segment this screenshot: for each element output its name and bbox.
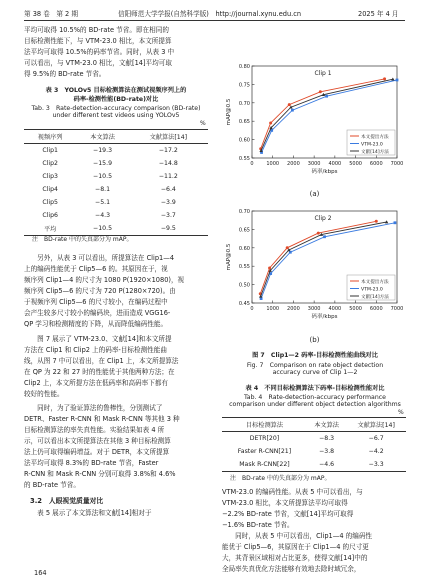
legend-label: VTM-23.0 <box>361 287 383 293</box>
figure7-caption-en-2: accuracy curve of Clip 1—2 <box>272 369 358 376</box>
x-tick-label: 7000 <box>390 161 404 167</box>
figure7-caption-en-1: Fig. 7 Comparison on rate object detection <box>246 362 384 369</box>
table-row <box>222 458 406 472</box>
table-cell: −5.1 <box>95 199 111 206</box>
data-point <box>396 79 399 82</box>
table-header-cell: 本文算法 <box>307 418 346 432</box>
paragraph-vtm-compare <box>222 487 406 531</box>
y-tick-label: 0.50 <box>238 282 250 289</box>
text-line: 表 5 展示了本文算法和文献[14]相对于 <box>24 509 152 517</box>
data-point <box>383 77 386 80</box>
table3-note: 注 BD-rate 中的失真部分为 mAP。 <box>32 236 133 243</box>
text-line: 得 9.5%的 BD-rate 节省。 <box>24 70 106 78</box>
table-row <box>24 196 208 209</box>
table-cell: −6.4 <box>160 186 176 193</box>
x-tick-label: 4000 <box>328 306 342 312</box>
x-tick-label: 5000 <box>349 306 362 312</box>
table-cell: −10.5 <box>93 173 113 180</box>
text-line: 的 BD-rate 节省。 <box>24 481 80 489</box>
data-point <box>323 235 326 238</box>
y-tick-label: 0.55 <box>238 156 250 162</box>
y-tick-label: 0.65 <box>238 227 250 234</box>
table-row <box>24 183 208 196</box>
chart-title: Clip 1 <box>314 70 332 77</box>
table-cell: Clip3 <box>42 173 58 180</box>
paragraph-clip-size <box>24 253 208 330</box>
text-line: 会产生较多尺寸较小的编码块，进而造成 VGG16- <box>24 309 171 317</box>
table-cell: −9.5 <box>129 222 208 236</box>
data-point <box>391 77 394 80</box>
header-rule <box>24 20 405 21</box>
table3-title-cn-2: 码率-检测性能(BD-rate)对比 <box>73 96 159 103</box>
data-point <box>375 220 378 223</box>
text-line: 同时，从表 5 中可以看出，Clip1—4 的编码性 <box>222 532 373 540</box>
table-header-cell: 本文算法 <box>76 130 128 144</box>
paragraph-robustness <box>24 403 208 491</box>
x-tick-label: 1000 <box>266 306 280 312</box>
text-line: QP 学习和检测精度的下降，从而降低编码性能。 <box>24 320 168 328</box>
table4-title-cn: 表 4 不同目标检测算法下码率-目标检测性能对比 <box>245 385 385 392</box>
table-cell: −6.7 <box>368 435 384 442</box>
chart-clip1 <box>222 58 407 188</box>
table-cell: −3.7 <box>160 212 176 219</box>
table-cell: −14.8 <box>158 160 178 167</box>
text-line: 能优于 Clip5—6，其原因在于 Clip1—4 的尺寸更 <box>222 543 369 551</box>
header-date: 2025 年 4 月 <box>358 10 399 18</box>
text-line: 法平均可取得 10.5%的码率节省。同时，从表 3 中 <box>24 48 175 56</box>
table-cell: −17.2 <box>158 147 178 154</box>
table-cell: Mask R-CNN[22] <box>222 458 307 472</box>
table4-note: 注 BD-rate 中的失真部分为 mAP。 <box>230 475 331 482</box>
table-row <box>24 144 208 158</box>
table-cell: −3.9 <box>160 199 176 206</box>
table-cell: DETR[20] <box>249 435 280 442</box>
text-line: VTM-23.0 的编码性能。从表 5 中可以看出，与 <box>222 488 363 496</box>
text-line: 频序列 Clip1—4 的尺寸为 1080 P(1920×1080)，视 <box>24 276 185 284</box>
data-point <box>394 221 397 224</box>
table-cell: −3.8 <box>319 448 335 455</box>
x-tick-label: 0 <box>250 306 254 312</box>
table4-unit: % <box>398 409 404 416</box>
y-tick-label: 0.80 <box>238 64 250 70</box>
figure7-caption-cn: 图 7 Clip1—2 码率-目标检测性能曲线对比 <box>252 352 378 359</box>
x-tick-label: 3000 <box>307 306 321 312</box>
text-line: −2.2% BD-rate 节省，文献[14]平均可取得 <box>222 510 354 518</box>
y-tick-label: 0.75 <box>238 82 250 89</box>
table-cell: −3.3 <box>346 458 406 472</box>
intro-paragraph <box>24 25 208 80</box>
y-tick-label: 0.70 <box>238 100 250 107</box>
table3 <box>24 129 208 236</box>
data-point <box>291 109 294 112</box>
text-line: Clip2 上，本文所提方法在低码率和高码率下都有 <box>24 379 169 387</box>
text-line: 示，可以看出本文所提算法在其他 3 种目标检测算 <box>24 437 171 445</box>
y-tick-label: 0.70 <box>238 209 250 215</box>
table-cell: Clip2 <box>42 160 58 167</box>
text-line: 方法在 Clip1 和 Clip2 上的码率-目标检测性能曲 <box>24 346 167 354</box>
table-cell: Clip1 <box>42 147 58 154</box>
y-tick-label: 0.65 <box>238 119 250 126</box>
table-row <box>222 432 406 446</box>
text-line: 法上仍可取得编码增益。对于 DETR，本文所提算 <box>24 448 170 456</box>
table-header-cell: 文献算法[14] <box>346 418 406 432</box>
table-header-row <box>24 130 208 144</box>
header-journal-volume: 第 38 卷 第 2 期 <box>24 10 78 18</box>
chart-clip2 <box>222 203 407 333</box>
text-line: 另外，从表 3 可以看出，所提算法在 Clip1—4 <box>24 254 175 262</box>
y-tick-label: 0.55 <box>238 264 250 271</box>
table-cell: −19.3 <box>93 147 113 154</box>
table-cell: −15.9 <box>93 160 113 167</box>
data-point <box>288 103 291 106</box>
x-axis-label: 码率/kbps <box>311 314 338 320</box>
text-line: 平均可取得 10.5%的 BD-rate 节省。即在相同的 <box>24 26 169 34</box>
text-line: 图 7 展示了 VTM-23.0、文献[14]和本文所提 <box>24 335 172 343</box>
x-tick-label: 0 <box>250 161 254 167</box>
table-cell: Clip6 <box>42 212 58 219</box>
table3-title-en-1: Tab. 3 Rate-detection-accuracy comparison (BD-rate) <box>31 105 201 112</box>
table4-title-en-2: comparison under different object detection algorithms <box>229 401 401 408</box>
table-row <box>24 170 208 183</box>
table4-title-en-1: Tab. 4 Rate-detection-accuracy performance <box>244 394 386 401</box>
x-tick-label: 5000 <box>349 161 362 167</box>
paragraph-section-start <box>24 508 208 519</box>
x-tick-label: 2000 <box>287 161 300 167</box>
paragraph-figure7 <box>24 334 208 400</box>
table-cell: 平均 <box>24 222 76 236</box>
text-line: VTM-23.0 相比，本文所提算法平均可取得 <box>222 499 348 507</box>
table-cell: Clip5 <box>42 199 58 206</box>
text-line: 目标检测算法的率失真性能。实验结果如表 4 所 <box>24 426 165 434</box>
table-header-row <box>222 418 406 432</box>
table-cell: −11.2 <box>158 173 178 180</box>
table-cell: −10.5 <box>76 222 128 236</box>
legend-label: 本文提出方法 <box>361 134 389 140</box>
legend-label: 本文提出方法 <box>361 279 389 285</box>
x-axis-label: 码率/kbps <box>311 169 338 175</box>
paragraph-clip-performance <box>222 531 406 575</box>
x-tick-label: 1000 <box>266 161 280 167</box>
legend-label: 文献[14]方法 <box>361 294 389 300</box>
text-line: 较好的性能。 <box>24 390 64 398</box>
x-tick-label: 4000 <box>328 161 342 167</box>
data-point <box>319 90 322 93</box>
y-tick-label: 0.60 <box>238 137 250 144</box>
text-line: 频序列 Clip5—6 的尺寸为 720 P(1280×720)。由 <box>24 287 176 295</box>
table-cell: Clip4 <box>42 186 58 193</box>
text-line: 在 QP 为 22 和 27 时的性能优于其他两种方法；在 <box>24 368 175 376</box>
text-line: 于视频序列 Clip5—6 的尺寸较小，在编码过程中 <box>24 298 168 306</box>
data-point <box>286 246 289 249</box>
text-line: 可以看出，与 VTM-23.0 相比，文献[14]平均可取 <box>24 59 172 67</box>
x-tick-label: 2000 <box>287 306 300 312</box>
legend-label: VTM-23.0 <box>361 142 383 148</box>
text-line: 目标检测性能下，与 VTM-23.0 相比，本文所提算 <box>24 37 172 45</box>
table3-title-cn-1: 表 3 YOLOv5 目标检测算法在测试视频序列上的 <box>45 87 187 94</box>
page-number: 164 <box>34 569 47 577</box>
text-line: 上的编码性能优于 Clip5—6 的。其原因在于，视 <box>24 265 168 273</box>
section-heading: 3.2 人眼视觉质量对比 <box>30 497 104 505</box>
data-point <box>269 122 272 125</box>
table-row <box>222 445 406 458</box>
text-line: 同时，为了验证算法的鲁棒性，分别测试了 <box>24 404 163 412</box>
y-tick-label: 0.60 <box>238 245 250 252</box>
data-point <box>317 232 320 235</box>
text-line: 大，其背景区域相对占比更多，使得文献[14]中的 <box>222 554 368 562</box>
x-tick-label: 6000 <box>369 161 383 167</box>
table-header-cell: 目标检测算法 <box>222 418 307 432</box>
table3-unit: % <box>200 120 206 127</box>
text-line: 法平均可取得 8.3%的 BD-rate 节省，Faster <box>24 459 159 467</box>
legend-label: 文献[14]方法 <box>361 149 389 155</box>
header-journal-name: 信阳师范大学学报(自然科学版) http://journal.xynu.edu.cn <box>118 10 302 18</box>
table-row <box>24 157 208 170</box>
data-point <box>325 95 328 98</box>
chart-clip2-sublabel: (b) <box>309 336 320 344</box>
x-tick-label: 3000 <box>307 161 321 167</box>
data-point <box>268 267 271 270</box>
text-line: −1.6% BD-rate 节省。 <box>222 521 294 529</box>
table-cell: −8.1 <box>95 186 111 193</box>
text-line: 线，从图 7 中可以看出，在 Clip1 上，本文所提算法 <box>24 357 179 365</box>
text-line: DETR、Faster R-CNN 和 Mask R-CNN 等其他 3 种 <box>24 415 180 423</box>
text-line: 全局率失真优化方法能够有效地去除时域冗余， <box>222 565 361 573</box>
x-tick-label: 6000 <box>369 306 383 312</box>
y-axis-label: mAP@0.5 <box>226 98 232 126</box>
table-cell: −4.6 <box>307 458 346 472</box>
table-cell: Faster R-CNN[21] <box>237 448 292 455</box>
chart-clip1-sublabel: (a) <box>309 190 320 198</box>
table-cell: −8.3 <box>319 435 335 442</box>
table3-title-en-2: under different test videos using YOLOv5 <box>52 112 180 119</box>
chart-title: Clip 2 <box>314 215 332 222</box>
x-tick-label: 7000 <box>390 306 404 312</box>
table-row <box>24 209 208 222</box>
table-cell: −4.3 <box>95 212 111 219</box>
table-header-cell: 文献算法[14] <box>129 130 208 144</box>
table-header-cell: 视频序列 <box>24 130 76 144</box>
text-line: R-CNN 和 Mask R-CNN 分别可取得 3.8%和 4.6% <box>24 470 176 478</box>
table-cell: −4.2 <box>368 448 384 455</box>
table4 <box>222 417 406 472</box>
y-axis-label: mAP@0.5 <box>226 243 232 271</box>
y-tick-label: 0.45 <box>238 301 250 307</box>
